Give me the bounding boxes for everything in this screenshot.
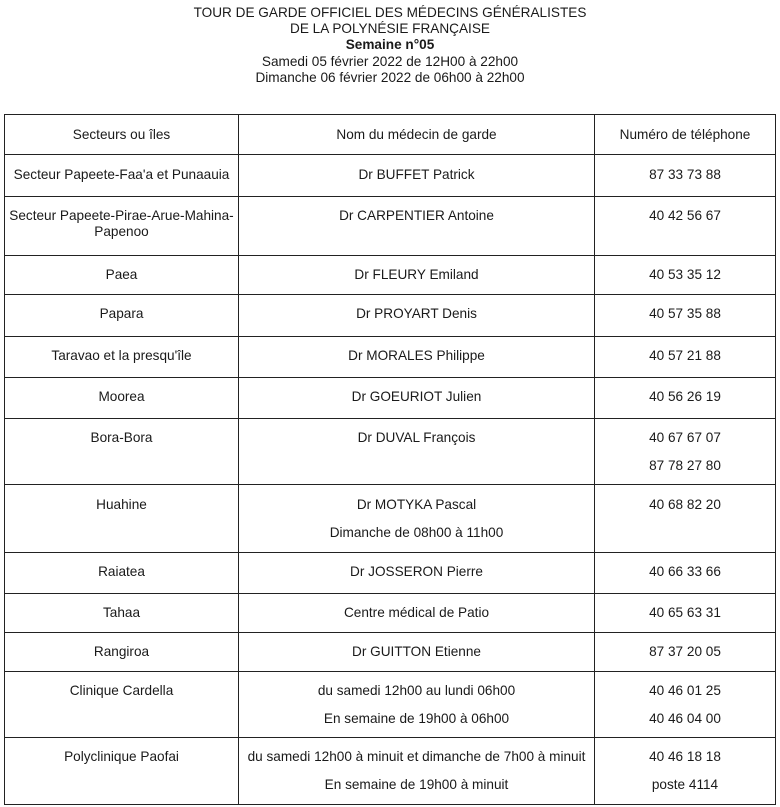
phone-cell xyxy=(595,419,776,485)
doctor-name: Dr JOSSERON Pierre xyxy=(350,564,483,579)
doctor-note: Dimanche de 08h00 à 11h00 xyxy=(329,525,504,540)
table-row xyxy=(5,337,776,378)
doctor-cell xyxy=(239,553,595,594)
hours-line: du samedi 12h00 au lundi 06h00 xyxy=(317,683,516,698)
phone-cell xyxy=(595,197,776,256)
table-row xyxy=(5,378,776,419)
doctor-cell xyxy=(239,378,595,419)
phone-number: 40 46 01 25 xyxy=(649,683,721,698)
doctor-name: Dr GUITTON Etienne xyxy=(352,644,481,659)
phone-cell xyxy=(595,155,776,197)
phone-cell xyxy=(595,594,776,633)
table-row xyxy=(5,594,776,633)
doctor-cell xyxy=(239,485,595,553)
sector-cell: Bora-Bora xyxy=(5,419,239,485)
phone-number: 40 57 35 88 xyxy=(649,306,721,321)
sector-cell: Raiatea xyxy=(5,553,239,594)
phone-cell xyxy=(595,256,776,295)
phone-number: 40 46 04 00 xyxy=(649,711,721,726)
sector-cell: Secteur Papeete-Faa'a et Punaauia xyxy=(5,155,239,197)
doctor-cell xyxy=(239,256,595,295)
phone-cell xyxy=(595,337,776,378)
phone-cell xyxy=(595,738,776,805)
table-row xyxy=(5,256,776,295)
sector-cell: Clinique Cardella xyxy=(5,672,239,738)
phone-number: 87 33 73 88 xyxy=(649,167,721,182)
table-row xyxy=(5,738,776,805)
column-header-doctor: Nom du médecin de garde xyxy=(239,115,595,155)
hours-line: En semaine de 19h00 à minuit xyxy=(324,777,509,792)
sector-cell: Taravao et la presqu'île xyxy=(5,337,239,378)
header-week: Semaine n°05 xyxy=(345,37,435,53)
sector-cell: Papara xyxy=(5,295,239,337)
phone-cell xyxy=(595,485,776,553)
sector-cell: Polyclinique Paofai xyxy=(5,738,239,805)
doctor-cell xyxy=(239,419,595,485)
header-sunday: Dimanche 06 février 2022 de 06h00 à 22h00 xyxy=(255,69,525,85)
doctor-name: Dr BUFFET Patrick xyxy=(358,167,475,182)
header-title-line2: DE LA POLYNÉSIE FRANÇAISE xyxy=(290,21,490,37)
doctor-cell xyxy=(239,633,595,672)
phone-number: 40 56 26 19 xyxy=(649,389,721,404)
table-row xyxy=(5,155,776,197)
phone-extension: poste 4114 xyxy=(651,777,719,792)
sector-cell: Paea xyxy=(5,256,239,295)
phone-cell xyxy=(595,378,776,419)
table-row xyxy=(5,633,776,672)
phone-cell xyxy=(595,672,776,738)
sector-cell: Rangiroa xyxy=(5,633,239,672)
doctor-cell xyxy=(239,594,595,633)
phone-number: 40 66 33 66 xyxy=(649,564,721,579)
document-header xyxy=(0,5,780,86)
on-call-table xyxy=(4,114,776,805)
sector-cell: Secteur Papeete-Pirae-Arue-Mahina-Papenoo xyxy=(5,197,239,256)
phone-number: 40 42 56 67 xyxy=(649,208,721,223)
header-title-line1: TOUR DE GARDE OFFICIEL DES MÉDECINS GÉNÉRALISTES xyxy=(193,5,587,20)
doctor-name: Dr GOEURIOT Julien xyxy=(351,389,482,404)
column-header-sector: Secteurs ou îles xyxy=(5,115,239,155)
sector-cell: Moorea xyxy=(5,378,239,419)
phone-cell xyxy=(595,295,776,337)
phone-number: 40 57 21 88 xyxy=(649,348,721,363)
table-row xyxy=(5,672,776,738)
sector-cell: Huahine xyxy=(5,485,239,553)
table-row xyxy=(5,197,776,256)
phone-number: 40 67 67 07 xyxy=(649,430,721,445)
table-header-row xyxy=(5,115,776,155)
doctor-name: Dr MORALES Philippe xyxy=(348,348,485,363)
column-header-phone: Numéro de téléphone xyxy=(595,115,776,155)
doctor-name: Dr PROYART Denis xyxy=(356,306,477,321)
table-row xyxy=(5,295,776,337)
doctor-name: Centre médical de Patio xyxy=(343,605,490,620)
table-row xyxy=(5,553,776,594)
doctor-name: Dr DUVAL François xyxy=(357,430,476,445)
phone-number: 87 37 20 05 xyxy=(649,644,721,659)
phone-number: 87 78 27 80 xyxy=(649,458,721,473)
phone-number: 40 53 35 12 xyxy=(649,267,721,282)
doctor-cell xyxy=(239,155,595,197)
table-row xyxy=(5,419,776,485)
doctor-cell xyxy=(239,738,595,805)
phone-number: 40 65 63 31 xyxy=(649,605,721,620)
doctor-name: Dr MOTYKA Pascal xyxy=(356,497,477,512)
phone-number: 40 46 18 18 xyxy=(649,749,721,764)
doctor-cell xyxy=(239,197,595,256)
doctor-cell xyxy=(239,295,595,337)
phone-cell xyxy=(595,633,776,672)
sector-cell: Tahaa xyxy=(5,594,239,633)
doctor-name: Dr FLEURY Emiland xyxy=(354,267,479,282)
hours-line: du samedi 12h00 à minuit et dimanche de 7h00 à minuit xyxy=(247,749,586,764)
doctor-name: Dr CARPENTIER Antoine xyxy=(339,208,494,223)
phone-cell xyxy=(595,553,776,594)
hours-line: En semaine de 19h00 à 06h00 xyxy=(323,711,510,726)
phone-number: 40 68 82 20 xyxy=(649,497,721,512)
doctor-cell xyxy=(239,672,595,738)
table-row xyxy=(5,485,776,553)
header-saturday: Samedi 05 février 2022 de 12H00 à 22h00 xyxy=(261,53,519,69)
doctor-cell xyxy=(239,337,595,378)
